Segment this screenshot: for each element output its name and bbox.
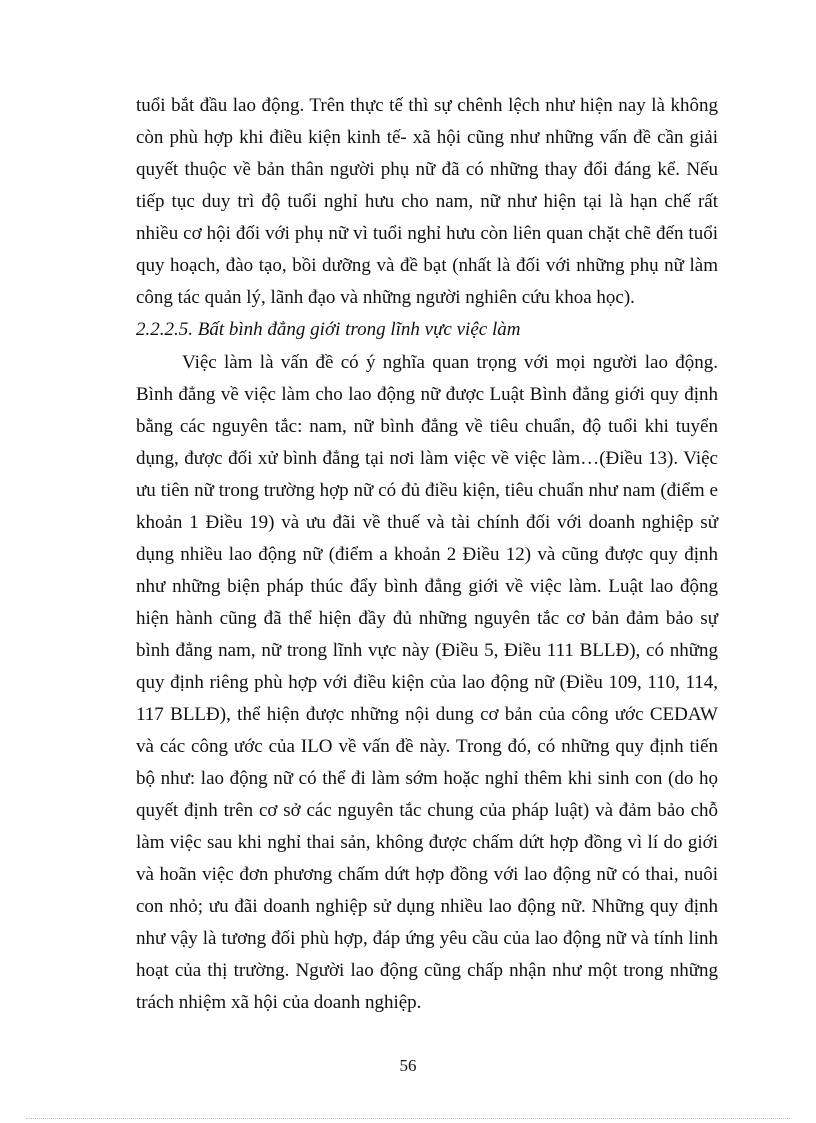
footer-divider (26, 1118, 790, 1119)
section-heading: 2.2.2.5. Bất bình đẳng giới trong lĩnh vực việc làm (136, 319, 521, 340)
paragraph-main: Việc làm là vấn đề có ý nghĩa quan trọng với mọi người lao động. Bình đẳng về việc làm cho lao động nữ được Luật Bình đẳng giới quy định bằng các nguyên tắc: nam, nữ bình đẳng về tiêu chuẩn, độ tuổi khi tuyển dụng, được đối xử bình đẳng tại nơi làm việc về việc làm…(Điều 13). Việc ưu tiên nữ trong trường hợp nữ có đủ điều kiện, tiêu chuẩn như nam (điểm e khoản 1 Điều 19) và ưu đãi về thuế và tài chính đối với doanh nghiệp sử dụng nhiều lao động nữ (điểm a khoản 2 Điều 12) và cũng được quy định như những biện pháp thúc đẩy bình đẳng giới về việc làm. Luật lao động hiện hành cũng đã thể hiện đầy đủ những nguyên tắc cơ bản đảm bảo sự bình đẳng nam, nữ trong lĩnh vực này (Điều 5, Điều 111 BLLĐ), có những quy định riêng phù hợp với điều kiện của lao động nữ (Điều 109, 110, 114, 117 BLLĐ), thể hiện được những nội dung cơ bản của công ước CEDAW và các công ước của ILO về vấn đề này. Trong đó, có những quy định tiến bộ như: lao động nữ có thể đi làm sớm hoặc nghỉ thêm khi sinh con (do họ quyết định trên cơ sở các nguyên tắc chung của pháp luật) và đảm bảo chỗ làm việc sau khi nghỉ thai sản, không được chấm dứt hợp đồng vì lí do giới và hoãn việc đơn phương chấm dứt hợp đồng với lao động nữ có thai, nuôi con nhỏ; ưu đãi doanh nghiệp sử dụng nhiều lao động nữ. Những quy định như vậy là tương đối phù hợp, đáp ứng yêu cầu của lao động nữ và tính linh hoạt của thị trường. Người lao động cũng chấp nhận như một trong những trách nhiệm xã hội của doanh nghiệp. (136, 352, 718, 1013)
page-number: 56 (399, 1056, 417, 1075)
paragraph-continued: tuổi bắt đầu lao động. Trên thực tế thì sự chênh lệch như hiện nay là không còn phù hợp khi điều kiện kinh tế- xã hội cũng như những vấn đề cần giải quyết thuộc về bản thân người phụ nữ đã có những thay đổi đáng kể. Nếu tiếp tục duy trì độ tuổi nghỉ hưu cho nam, nữ như hiện tại là hạn chế rất nhiều cơ hội đối với phụ nữ vì tuổi nghỉ hưu còn liên quan chặt chẽ đến tuổi quy hoạch, đào tạo, bồi dưỡng và đề bạt (nhất là đối với những phụ nữ làm công tác quản lý, lãnh đạo và những người nghiên cứu khoa học). (136, 95, 718, 308)
